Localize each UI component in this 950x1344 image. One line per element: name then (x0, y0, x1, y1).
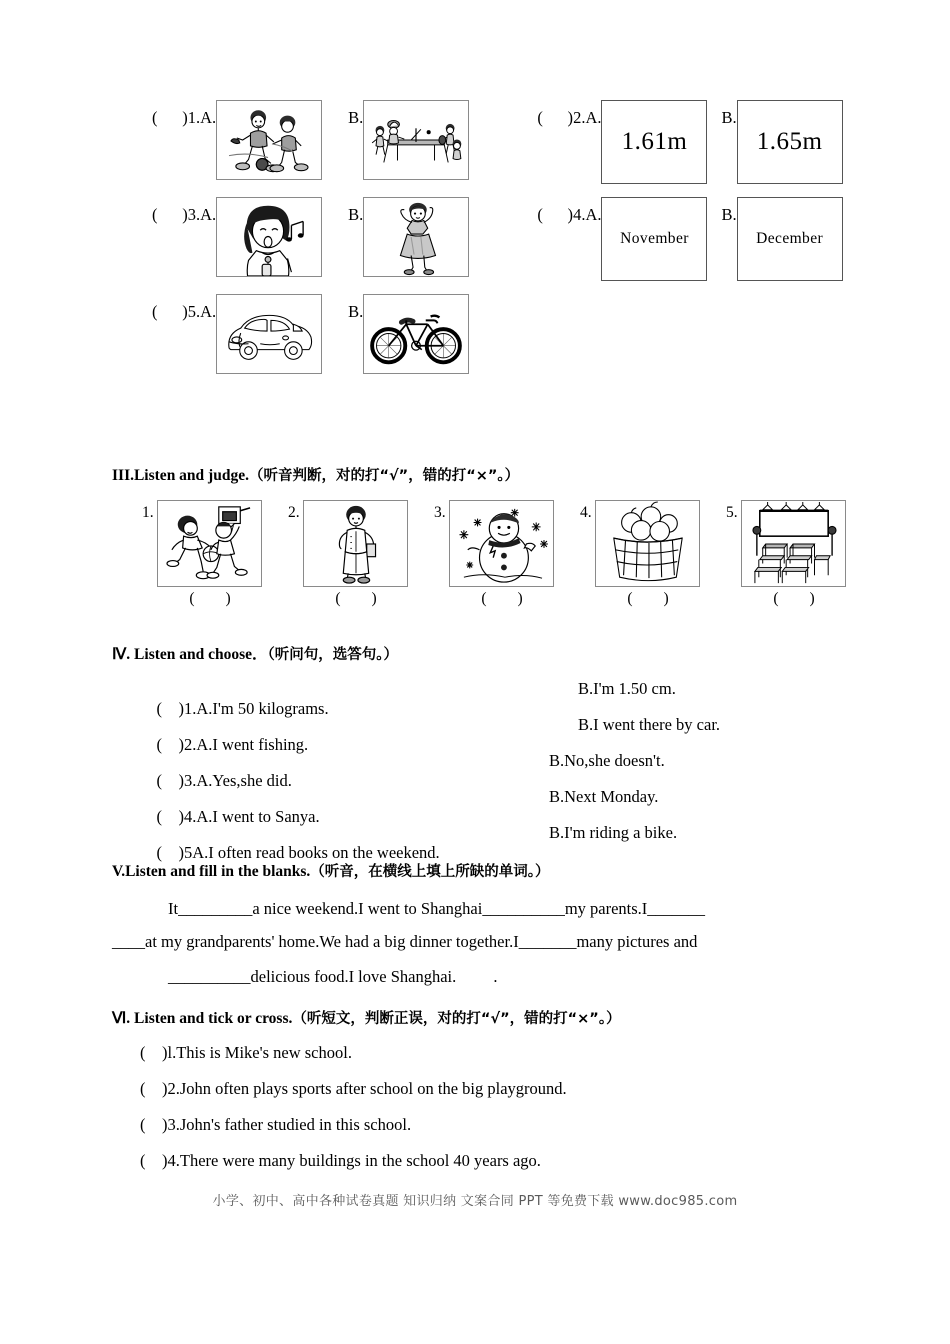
section-4-heading-en: Ⅳ. Listen and choose． (112, 646, 268, 663)
judge-image-classroom[interactable] (741, 500, 846, 587)
option-a-label: A. (200, 302, 217, 321)
option-b-image-bicycle[interactable] (363, 294, 469, 374)
option-a-text: I often read books on the weekend. (208, 843, 440, 862)
option-a-text: I went fishing. (212, 735, 309, 754)
option-b-label: B. (721, 108, 737, 127)
question-5-group (152, 294, 469, 374)
option-b-label: B. (721, 205, 737, 224)
section-4-item-4-option-b: B.Next Monday. (549, 787, 659, 806)
section-3-heading (112, 464, 519, 485)
option-a-text: Yes,she did. (212, 771, 292, 790)
question-1-group (152, 100, 469, 180)
footer-watermark: 小学、初中、高中各种试卷真题 知识归纳 文案合同 PPT 等免费下载 www.doc985.com (212, 1194, 738, 1209)
judge-answer-blank[interactable]: ( ) (189, 590, 231, 607)
height-value-b: 1.65m (756, 128, 823, 155)
section-5-passage-line-1[interactable]: It_________a nice weekend.I went to Shanghai__________my parents.I_______ (168, 899, 706, 918)
option-a-label: A. (200, 205, 217, 224)
section-5-passage-line-2[interactable]: ____at my grandparents' home.We had a big dinner together.I_______many pictures and (112, 932, 698, 951)
option-a-month-november[interactable] (601, 197, 707, 281)
judge-item-number: 2. (288, 504, 300, 521)
month-value-a: November (620, 230, 689, 247)
question-number: 5. (187, 302, 201, 321)
picture-row-3 (0, 294, 950, 391)
section-6-heading-en: Ⅵ. Listen and tick or cross. (112, 1010, 293, 1027)
section-3-picture-row (0, 500, 950, 615)
children-playing-basketball-icon (158, 501, 261, 586)
basket-of-apples-icon (596, 501, 699, 586)
question-number: 2. (573, 108, 586, 127)
section-4-heading-cn: （听问句，选答句。） (267, 647, 399, 663)
item-prefix-option-a[interactable]: ( )3.A. (156, 771, 213, 790)
option-a-text: I'm 50 kilograms. (212, 699, 329, 718)
section-6-heading (112, 1007, 621, 1028)
section-4-item-3-option-b: B.No,she doesn't. (549, 751, 665, 770)
option-b-month-december[interactable] (737, 197, 843, 281)
option-b-height-165m[interactable] (737, 100, 843, 184)
section-5-passage-line-3[interactable]: __________delicious food.I love Shanghai. . (168, 967, 498, 986)
option-b-label: B. (348, 108, 364, 127)
judge-image-basketball[interactable] (157, 500, 262, 587)
picture-row-1 (0, 100, 950, 197)
section-4-item-1-option-b: B.I'm 1.50 cm. (578, 679, 676, 698)
snowman-icon (450, 501, 553, 586)
option-a-image-football[interactable] (216, 100, 322, 180)
option-a-label: A. (585, 205, 602, 224)
question-number: 3. (187, 205, 201, 224)
picture-choice-section (0, 100, 950, 391)
question-3-group (152, 197, 469, 277)
judge-item-number: 1. (142, 504, 154, 521)
section-6-item-3[interactable]: ( )3.John's father studied in this school. (140, 1115, 412, 1134)
section-4-item-2-option-b: B.I went there by car. (578, 715, 721, 734)
car-icon (217, 295, 321, 373)
judge-answer-blank[interactable]: ( ) (773, 590, 815, 607)
answer-blank-parenthesis[interactable]: ( ) (152, 302, 188, 321)
option-b-image-table-tennis[interactable] (363, 100, 469, 180)
section-3-heading-cn: （听音判断，对的打“√”，错的打“×”。） (248, 468, 520, 484)
section-3-heading-en: III.Listen and judge. (112, 467, 249, 484)
option-a-height-161m[interactable] (601, 100, 707, 184)
section-5-heading-cn: （听音，在横线上填上所缺的单词。） (310, 864, 550, 880)
classroom-desks-icon (742, 501, 845, 586)
item-prefix-option-a[interactable]: ( )4.A. (156, 807, 213, 826)
question-number: 1. (187, 108, 201, 127)
answer-blank-parenthesis[interactable]: ( ) (152, 205, 188, 224)
month-value-b: December (756, 230, 824, 247)
section-5-heading-en: V.Listen and fill in the blanks. (112, 863, 311, 880)
bicycle-icon (364, 295, 468, 373)
picture-row-2 (0, 197, 950, 294)
section-4-heading (112, 642, 398, 664)
judge-item-number: 3. (434, 504, 446, 521)
man-standing-icon (304, 501, 407, 586)
height-value-a: 1.61m (621, 128, 688, 155)
section-6-item-1[interactable]: ( )l.This is Mike's new school. (140, 1043, 352, 1062)
judge-image-man-standing[interactable] (303, 500, 408, 587)
option-a-label: A. (585, 108, 602, 127)
judge-answer-blank[interactable]: ( ) (627, 590, 669, 607)
option-a-image-car[interactable] (216, 294, 322, 374)
girl-singing-icon (217, 198, 321, 276)
girl-dancing-icon (364, 198, 468, 276)
judge-item-number: 4. (580, 504, 592, 521)
option-a-label: A. (200, 108, 217, 127)
section-6-item-4[interactable]: ( )4.There were many buildings in the school 40 years ago. (140, 1151, 541, 1170)
option-a-image-singing[interactable] (216, 197, 322, 277)
section-4-item-5-option-b: B.I'm riding a bike. (549, 823, 678, 842)
option-a-text: I went to Sanya. (212, 807, 320, 826)
section-6-item-2[interactable]: ( )2.John often plays sports after school on the big playground. (140, 1079, 567, 1098)
question-2-group (537, 100, 842, 184)
question-4-group (537, 197, 842, 281)
answer-blank-parenthesis[interactable]: ( ) (537, 205, 574, 224)
option-b-label: B. (348, 302, 364, 321)
question-number: 4. (573, 205, 586, 224)
children-playing-table-tennis-icon (364, 101, 468, 179)
section-5-heading (112, 860, 550, 881)
option-b-image-dancing[interactable] (363, 197, 469, 277)
item-prefix-option-a[interactable]: ( )5A. (156, 843, 209, 862)
item-prefix-option-a[interactable]: ( )1.A. (156, 699, 213, 718)
answer-blank-parenthesis[interactable]: ( ) (152, 108, 188, 127)
judge-answer-blank[interactable]: ( ) (335, 590, 377, 607)
judge-image-snowman[interactable] (449, 500, 554, 587)
judge-item-number: 5. (726, 504, 738, 521)
judge-image-basket-of-apples[interactable] (595, 500, 700, 587)
judge-answer-blank[interactable]: ( ) (481, 590, 523, 607)
boys-playing-football-icon (217, 101, 321, 179)
answer-blank-parenthesis[interactable]: ( ) (537, 108, 574, 127)
item-prefix-option-a[interactable]: ( )2.A. (156, 735, 213, 754)
section-6-heading-cn: （听短文，判断正误，对的打“√”，错的打“×”。） (292, 1011, 621, 1027)
option-b-label: B. (348, 205, 364, 224)
